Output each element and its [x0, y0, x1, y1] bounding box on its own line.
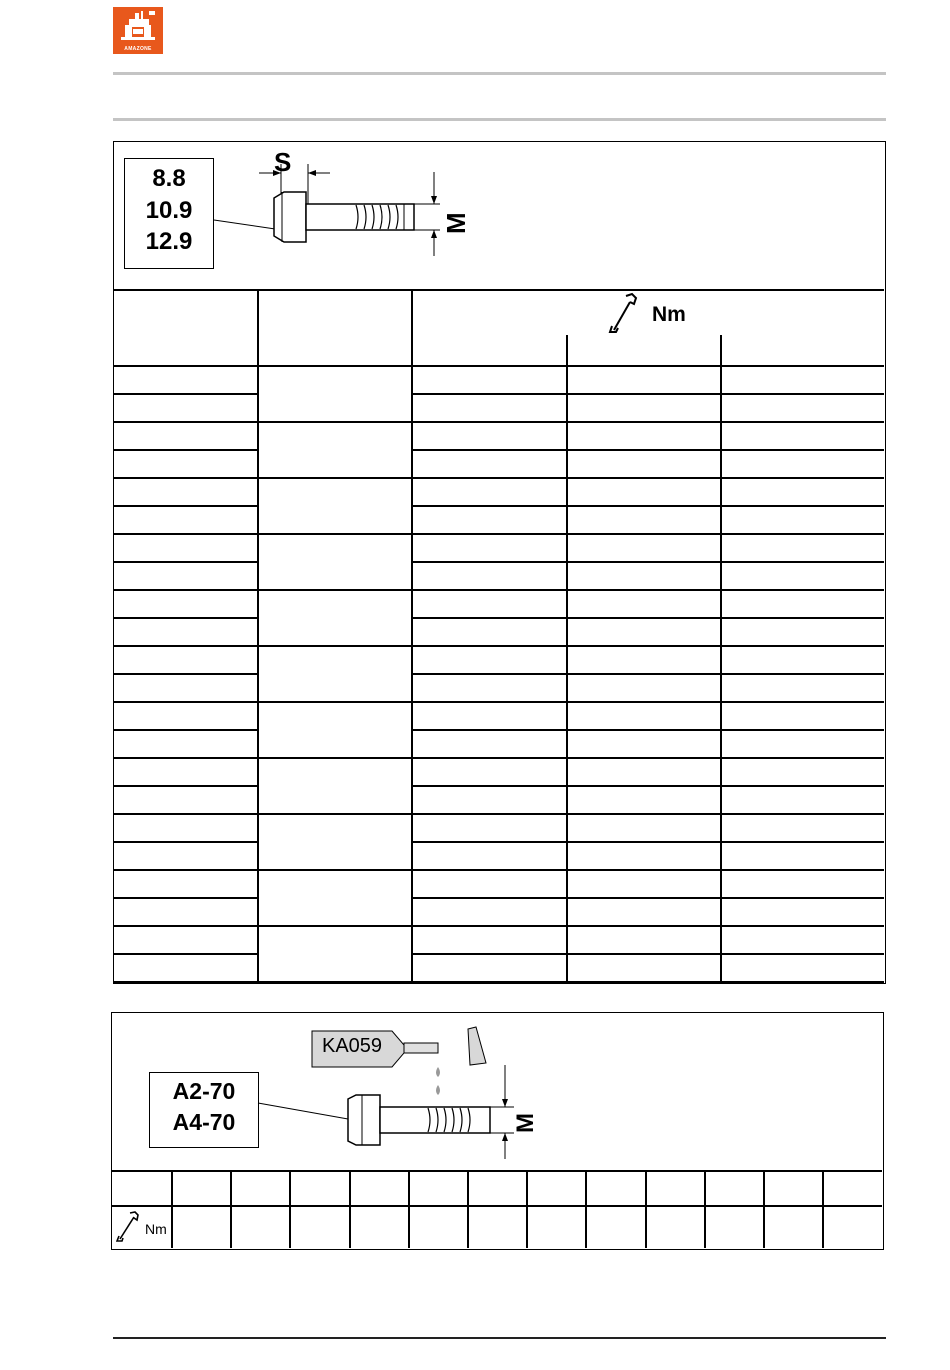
row-group-line — [114, 477, 884, 479]
row-line — [412, 897, 884, 899]
stainless-dimension-m-label: M — [512, 1113, 539, 1133]
row-line-left — [114, 953, 258, 955]
row-line-left — [114, 729, 258, 731]
row-group-line — [114, 701, 884, 703]
grade-8-8: 8.8 — [152, 165, 186, 192]
row-line-left — [114, 561, 258, 563]
stainless-table-mid-line — [112, 1205, 882, 1207]
grade-a2-70: A2-70 — [172, 1078, 236, 1104]
stainless-col-line — [704, 1170, 706, 1248]
stainless-unit-label: Nm — [145, 1221, 167, 1237]
row-group-line — [114, 365, 884, 367]
dimension-m-label: M — [441, 212, 471, 234]
bolt-grade-box — [124, 158, 214, 269]
grade-a4-70: A4-70 — [172, 1109, 236, 1135]
col-line-4 — [720, 335, 722, 983]
row-line-left — [114, 841, 258, 843]
row-group-line — [114, 981, 884, 983]
footer-rule — [113, 1337, 886, 1339]
row-line-left — [114, 673, 258, 675]
dimension-s-label: S — [274, 147, 292, 177]
row-line — [412, 841, 884, 843]
torque-unit-label: Nm — [652, 303, 686, 326]
header-rule-top — [113, 72, 886, 75]
stainless-col-line — [230, 1170, 232, 1248]
row-group-line — [114, 421, 884, 423]
row-group-line — [114, 645, 884, 647]
stainless-col-line — [763, 1170, 765, 1248]
stainless-col-line — [171, 1170, 173, 1248]
row-line — [412, 673, 884, 675]
stainless-bolt-torque-panel — [111, 1012, 884, 1250]
stainless-col-line — [645, 1170, 647, 1248]
row-line — [412, 393, 884, 395]
row-line-left — [114, 897, 258, 899]
wrench-icon — [608, 292, 638, 334]
row-line-left — [114, 617, 258, 619]
row-group-line — [114, 869, 884, 871]
col-line-3 — [566, 335, 568, 983]
stainless-col-line — [289, 1170, 291, 1248]
stainless-col-line — [585, 1170, 587, 1248]
stainless-bolt-icon — [252, 1059, 552, 1169]
wrench-icon — [116, 1211, 142, 1243]
row-line-left — [114, 505, 258, 507]
grade-12-9: 12.9 — [145, 228, 193, 255]
stainless-col-line — [822, 1170, 824, 1248]
row-line — [412, 953, 884, 955]
brand-name: AMAZONE — [124, 46, 152, 52]
adhesive-label: KA059 — [322, 1035, 383, 1057]
row-line — [412, 561, 884, 563]
row-group-line — [114, 533, 884, 535]
steel-bolt-torque-panel — [113, 141, 886, 984]
row-line — [412, 505, 884, 507]
stainless-col-line — [467, 1170, 469, 1248]
row-line — [412, 449, 884, 451]
row-line-left — [114, 449, 258, 451]
row-group-line — [114, 757, 884, 759]
row-line — [412, 729, 884, 731]
row-line-left — [114, 785, 258, 787]
row-group-line — [114, 925, 884, 927]
stainless-col-line — [349, 1170, 351, 1248]
table-top-line — [114, 289, 884, 291]
grade-10-9: 10.9 — [145, 197, 193, 224]
brand-logo — [113, 7, 163, 54]
stainless-table-top-line — [112, 1170, 882, 1172]
row-line — [412, 617, 884, 619]
row-group-line — [114, 813, 884, 815]
stainless-col-line — [408, 1170, 410, 1248]
stainless-col-line — [526, 1170, 528, 1248]
row-line — [412, 785, 884, 787]
header-rule-bottom — [113, 118, 886, 121]
row-group-line — [114, 589, 884, 591]
row-line-left — [114, 393, 258, 395]
stainless-grade-box — [149, 1072, 259, 1148]
